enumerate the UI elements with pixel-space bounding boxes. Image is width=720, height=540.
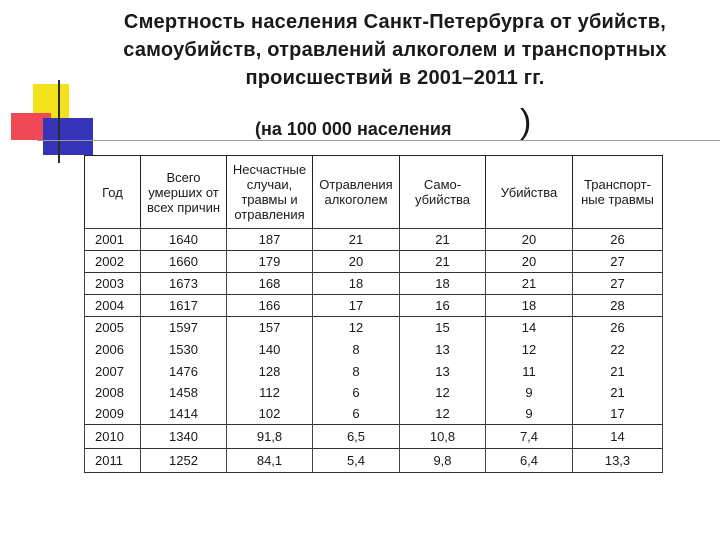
slide-subtitle: (на 100 000 населения xyxy=(255,119,452,139)
year-cell: 2005 xyxy=(85,317,141,339)
year-cell: 2007 xyxy=(85,361,141,382)
value-cell: 18 xyxy=(313,273,400,295)
value-cell: 9 xyxy=(486,382,573,403)
year-cell: 2006 xyxy=(85,338,141,361)
value-cell: 20 xyxy=(486,229,573,251)
value-cell: 8 xyxy=(313,361,400,382)
header-cell: Само-убийства xyxy=(400,156,486,229)
value-cell: 179 xyxy=(227,251,313,273)
value-cell: 1340 xyxy=(141,425,227,449)
value-cell: 8 xyxy=(313,338,400,361)
value-cell: 26 xyxy=(573,229,663,251)
table-row xyxy=(85,449,663,473)
value-cell: 1617 xyxy=(141,295,227,317)
value-cell: 17 xyxy=(313,295,400,317)
value-cell: 1597 xyxy=(141,317,227,339)
value-cell: 187 xyxy=(227,229,313,251)
value-cell: 128 xyxy=(227,361,313,382)
year-cell: 2002 xyxy=(85,251,141,273)
value-cell: 1414 xyxy=(141,403,227,425)
table-row xyxy=(85,317,663,339)
table-row xyxy=(85,273,663,295)
year-cell: 2004 xyxy=(85,295,141,317)
value-cell: 21 xyxy=(573,361,663,382)
value-cell: 13,3 xyxy=(573,449,663,473)
value-cell: 12 xyxy=(313,317,400,339)
value-cell: 166 xyxy=(227,295,313,317)
value-cell: 6 xyxy=(313,382,400,403)
value-cell: 112 xyxy=(227,382,313,403)
year-cell: 2008 xyxy=(85,382,141,403)
value-cell: 14 xyxy=(486,317,573,339)
value-cell: 1673 xyxy=(141,273,227,295)
value-cell: 13 xyxy=(400,338,486,361)
table-row xyxy=(85,338,663,361)
value-cell: 1660 xyxy=(141,251,227,273)
value-cell: 12 xyxy=(400,382,486,403)
value-cell: 15 xyxy=(400,317,486,339)
value-cell: 12 xyxy=(400,403,486,425)
table-header-row xyxy=(85,156,663,229)
value-cell: 27 xyxy=(573,251,663,273)
header-cell: Убийства xyxy=(486,156,573,229)
header-cell: Транспорт-ные травмы xyxy=(573,156,663,229)
table-row xyxy=(85,425,663,449)
value-cell: 20 xyxy=(486,251,573,273)
value-cell: 1252 xyxy=(141,449,227,473)
value-cell: 20 xyxy=(313,251,400,273)
header-cell: Отравления алкоголем xyxy=(313,156,400,229)
decorative-vertical-line xyxy=(58,80,60,163)
value-cell: 21 xyxy=(486,273,573,295)
decorative-blue-square xyxy=(43,118,93,155)
year-cell: 2010 xyxy=(85,425,141,449)
slide-title: Смертность населения Санкт-Петербурга от убийств, самоубийств, отравлений алкоголем и транспортных происшествий в 2001–2011 гг. xyxy=(123,11,667,89)
value-cell: 102 xyxy=(227,403,313,425)
mortality-table xyxy=(84,155,663,473)
value-cell: 6,4 xyxy=(486,449,573,473)
table-row xyxy=(85,251,663,273)
value-cell: 84,1 xyxy=(227,449,313,473)
table-row xyxy=(85,403,663,425)
value-cell: 28 xyxy=(573,295,663,317)
value-cell: 1530 xyxy=(141,338,227,361)
header-cell: Несчастные случаи, травмы и отравления xyxy=(227,156,313,229)
value-cell: 6 xyxy=(313,403,400,425)
value-cell: 27 xyxy=(573,273,663,295)
value-cell: 91,8 xyxy=(227,425,313,449)
value-cell: 21 xyxy=(400,229,486,251)
value-cell: 13 xyxy=(400,361,486,382)
value-cell: 17 xyxy=(573,403,663,425)
table-row xyxy=(85,229,663,251)
value-cell: 9,8 xyxy=(400,449,486,473)
header-cell: Год xyxy=(85,156,141,229)
table-row xyxy=(85,295,663,317)
value-cell: 7,4 xyxy=(486,425,573,449)
value-cell: 12 xyxy=(486,338,573,361)
value-cell: 22 xyxy=(573,338,663,361)
value-cell: 6,5 xyxy=(313,425,400,449)
value-cell: 1458 xyxy=(141,382,227,403)
value-cell: 21 xyxy=(400,251,486,273)
value-cell: 16 xyxy=(400,295,486,317)
value-cell: 168 xyxy=(227,273,313,295)
year-cell: 2011 xyxy=(85,449,141,473)
value-cell: 18 xyxy=(400,273,486,295)
header-cell: Всего умерших от всех причин xyxy=(141,156,227,229)
subtitle-closing-paren: ) xyxy=(520,103,532,141)
value-cell: 10,8 xyxy=(400,425,486,449)
year-cell: 2001 xyxy=(85,229,141,251)
year-cell: 2009 xyxy=(85,403,141,425)
value-cell: 1476 xyxy=(141,361,227,382)
table-row xyxy=(85,382,663,403)
value-cell: 157 xyxy=(227,317,313,339)
value-cell: 21 xyxy=(313,229,400,251)
value-cell: 140 xyxy=(227,338,313,361)
value-cell: 14 xyxy=(573,425,663,449)
value-cell: 5,4 xyxy=(313,449,400,473)
value-cell: 21 xyxy=(573,382,663,403)
value-cell: 18 xyxy=(486,295,573,317)
table-row xyxy=(85,361,663,382)
value-cell: 9 xyxy=(486,403,573,425)
value-cell: 11 xyxy=(486,361,573,382)
value-cell: 26 xyxy=(573,317,663,339)
value-cell: 1640 xyxy=(141,229,227,251)
year-cell: 2003 xyxy=(85,273,141,295)
